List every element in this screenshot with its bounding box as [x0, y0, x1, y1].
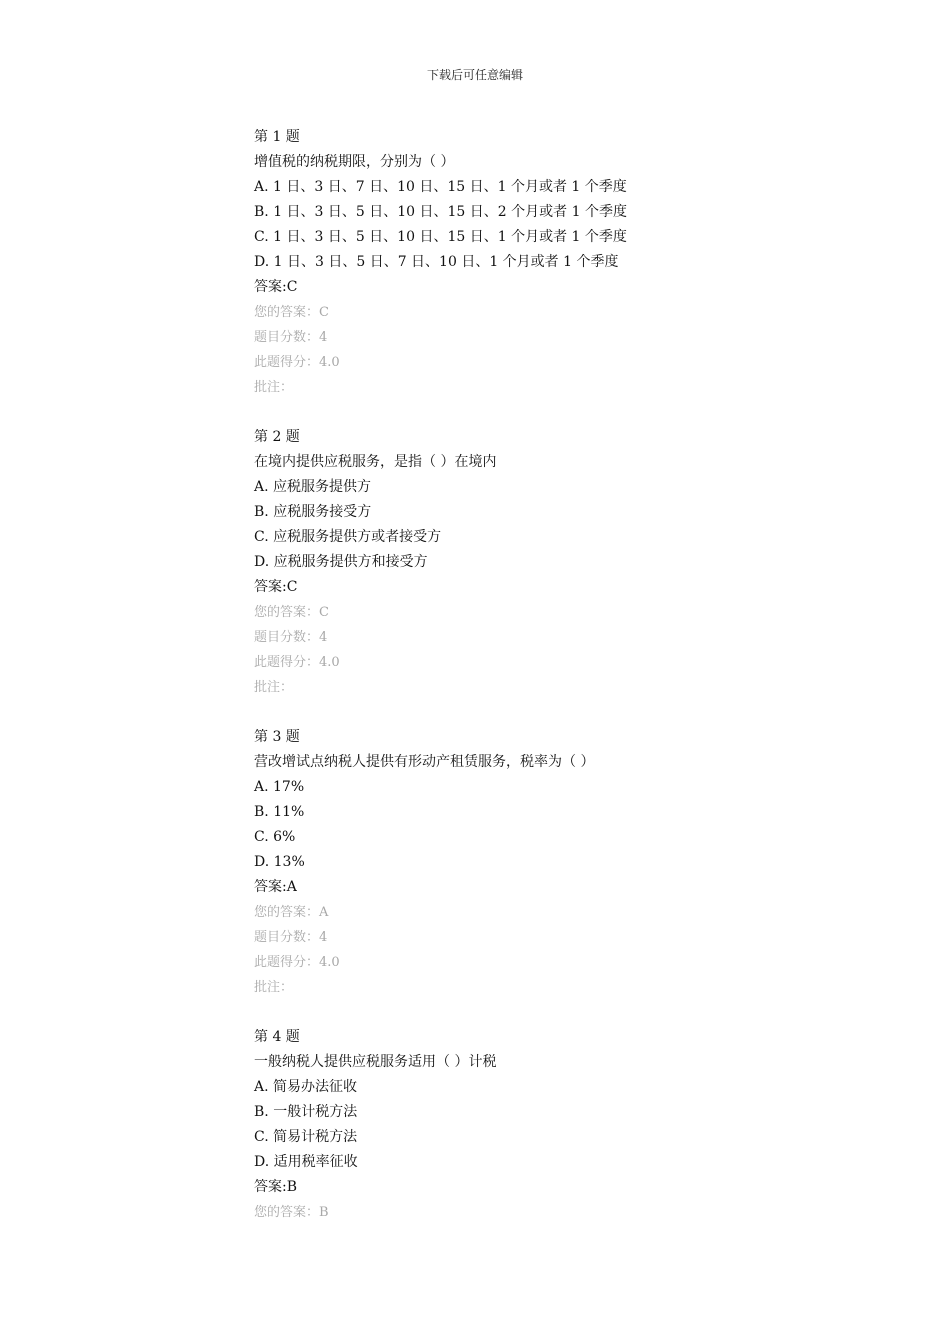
- option-c: C. 6%: [254, 829, 296, 845]
- option-c: C. 应税服务提供方或者接受方: [254, 529, 442, 545]
- earned-score: 此题得分：4.0: [254, 655, 340, 670]
- question-stem: 一般纳税人提供应税服务适用（ ）计税: [254, 1054, 497, 1070]
- question-stem: 增值税的纳税期限，分别为（ ）: [254, 154, 455, 170]
- your-answer: 您的答案：B: [254, 1205, 329, 1220]
- option-d: D. 适用税率征收: [254, 1154, 358, 1170]
- option-b: B. 一般计税方法: [254, 1104, 358, 1120]
- your-answer: 您的答案：C: [254, 605, 329, 620]
- question-stem: 在境内提供应税服务，是指（ ）在境内: [254, 454, 497, 470]
- question-score: 题目分数：4: [254, 630, 328, 645]
- comment: 批注：: [254, 380, 294, 395]
- question-title: 第 2 题: [254, 429, 300, 445]
- option-a: A. 1 日、3 日、7 日、10 日、15 日、1 个月或者 1 个季度: [254, 179, 627, 195]
- option-d: D. 应税服务提供方和接受方: [254, 554, 428, 570]
- question-score: 题目分数：4: [254, 330, 328, 345]
- earned-score: 此题得分：4.0: [254, 955, 340, 970]
- comment: 批注：: [254, 680, 294, 695]
- option-a: A. 应税服务提供方: [254, 479, 372, 495]
- correct-answer: 答案:B: [254, 1179, 298, 1195]
- option-b: B. 应税服务接受方: [254, 504, 372, 520]
- option-b: B. 1 日、3 日、5 日、10 日、15 日、2 个月或者 1 个季度: [254, 204, 627, 220]
- question-4: [254, 1025, 894, 1225]
- question-list: [254, 125, 894, 1250]
- question-3: [254, 725, 894, 1000]
- option-a: A. 简易办法征收: [254, 1079, 358, 1095]
- option-c: C. 1 日、3 日、5 日、10 日、15 日、1 个月或者 1 个季度: [254, 229, 627, 245]
- question-stem: 营改增试点纳税人提供有形动产租赁服务，税率为（ ）: [254, 754, 595, 770]
- option-c: C. 简易计税方法: [254, 1129, 358, 1145]
- correct-answer: 答案:A: [254, 879, 297, 895]
- question-score: 题目分数：4: [254, 930, 328, 945]
- question-2: [254, 425, 894, 700]
- question-1: [254, 125, 894, 400]
- comment: 批注：: [254, 980, 294, 995]
- question-title: 第 4 题: [254, 1029, 300, 1045]
- your-answer: 您的答案：A: [254, 905, 329, 920]
- option-a: A. 17%: [254, 779, 305, 795]
- your-answer: 您的答案：C: [254, 305, 329, 320]
- earned-score: 此题得分：4.0: [254, 355, 340, 370]
- option-b: B. 11%: [254, 804, 305, 820]
- correct-answer: 答案:C: [254, 579, 298, 595]
- question-title: 第 3 题: [254, 729, 300, 745]
- option-d: D. 13%: [254, 854, 305, 870]
- question-title: 第 1 题: [254, 129, 300, 145]
- page-header: 下载后可任意编辑: [426, 68, 523, 82]
- option-d: D. 1 日、3 日、5 日、7 日、10 日、1 个月或者 1 个季度: [254, 254, 619, 270]
- correct-answer: 答案:C: [254, 279, 298, 295]
